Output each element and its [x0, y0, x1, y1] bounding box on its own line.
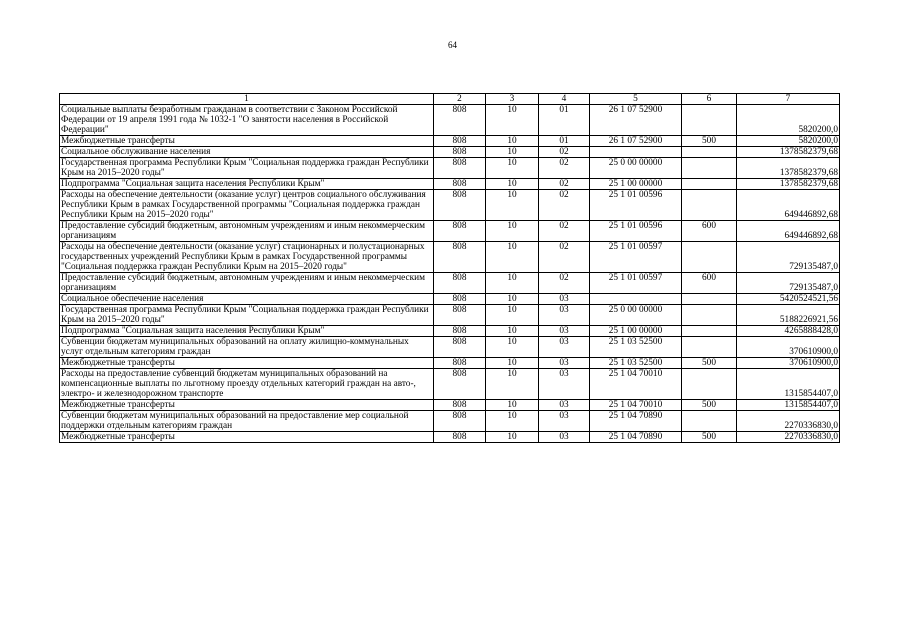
row-target-article-cell: 25 1 01 00597	[590, 273, 682, 294]
row-ministry-code-cell: 808	[434, 179, 486, 190]
row-name-cell: Межбюджетные трансферты	[60, 136, 434, 147]
row-subsection-cell: 02	[539, 242, 590, 273]
row-ministry-code-cell: 808	[434, 432, 486, 443]
row-name-cell: Государственная программа Республики Крым "Социальная поддержка граждан Республики Крым на 2015–2020 годы"	[60, 305, 434, 326]
row-target-article-cell: 25 1 03 52500	[590, 337, 682, 358]
row-section-cell: 10	[486, 158, 539, 179]
row-ministry-code-cell: 808	[434, 221, 486, 242]
table-row	[60, 337, 840, 358]
row-name-cell: Государственная программа Республики Крым "Социальная поддержка граждан Республики Крым на 2015–2020 годы"	[60, 158, 434, 179]
row-amount-cell: 649446892,68	[737, 190, 840, 221]
table-row	[60, 179, 840, 190]
row-amount-cell: 5188226921,56	[737, 305, 840, 326]
row-amount-cell: 5820200,0	[737, 105, 840, 136]
row-amount-cell: 370610900,0	[737, 358, 840, 369]
header-cell: 3	[486, 94, 539, 105]
row-target-article-cell: 25 1 04 70010	[590, 400, 682, 411]
row-ministry-code-cell: 808	[434, 190, 486, 221]
row-subsection-cell: 02	[539, 147, 590, 158]
row-amount-cell: 5820200,0	[737, 136, 840, 147]
row-name-cell: Социальное обеспечение населения	[60, 294, 434, 305]
row-amount-cell: 2270336830,0	[737, 411, 840, 432]
table-row	[60, 273, 840, 294]
row-section-cell: 10	[486, 369, 539, 400]
row-section-cell: 10	[486, 147, 539, 158]
row-expense-type-cell	[682, 190, 737, 221]
table-header-row	[60, 94, 840, 105]
page-number: 64	[448, 40, 457, 50]
header-cell: 2	[434, 94, 486, 105]
row-amount-cell: 2270336830,0	[737, 432, 840, 443]
table-row	[60, 369, 840, 400]
row-expense-type-cell: 600	[682, 273, 737, 294]
row-amount-cell: 4265888428,0	[737, 326, 840, 337]
row-section-cell: 10	[486, 337, 539, 358]
row-ministry-code-cell: 808	[434, 158, 486, 179]
row-subsection-cell: 02	[539, 190, 590, 221]
row-target-article-cell: 26 1 07 52900	[590, 136, 682, 147]
row-subsection-cell: 03	[539, 358, 590, 369]
row-ministry-code-cell: 808	[434, 273, 486, 294]
row-expense-type-cell	[682, 305, 737, 326]
row-amount-cell: 729135487,0	[737, 273, 840, 294]
table-row	[60, 158, 840, 179]
row-subsection-cell: 03	[539, 432, 590, 443]
row-section-cell: 10	[486, 190, 539, 221]
row-ministry-code-cell: 808	[434, 358, 486, 369]
row-subsection-cell: 02	[539, 158, 590, 179]
row-expense-type-cell	[682, 147, 737, 158]
row-target-article-cell: 25 1 04 70890	[590, 432, 682, 443]
row-expense-type-cell: 600	[682, 221, 737, 242]
row-name-cell: Предоставление субсидий бюджетным, автономным учреждениям и иным некоммерческим организациям	[60, 273, 434, 294]
row-target-article-cell: 25 0 00 00000	[590, 305, 682, 326]
row-ministry-code-cell: 808	[434, 294, 486, 305]
row-amount-cell: 1378582379,68	[737, 147, 840, 158]
row-subsection-cell: 02	[539, 273, 590, 294]
row-amount-cell: 1315854407,0	[737, 369, 840, 400]
row-ministry-code-cell: 808	[434, 369, 486, 400]
row-expense-type-cell	[682, 326, 737, 337]
row-amount-cell: 1315854407,0	[737, 400, 840, 411]
row-subsection-cell: 03	[539, 369, 590, 400]
table-row	[60, 400, 840, 411]
table-row	[60, 242, 840, 273]
row-target-article-cell	[590, 294, 682, 305]
header-cell: 1	[60, 94, 434, 105]
row-target-article-cell: 25 0 00 00000	[590, 158, 682, 179]
row-name-cell: Расходы на предоставление субвенций бюджетам муниципальных образований на компенсационные выплаты по льготному проезду отдельных категорий граждан на авто-, электро- и железнодорожном транспорте	[60, 369, 434, 400]
table-row	[60, 190, 840, 221]
row-name-cell: Субвенции бюджетам муниципальных образований на оплату жилищно-коммунальных услуг отдельным категориям граждан	[60, 337, 434, 358]
row-ministry-code-cell: 808	[434, 400, 486, 411]
row-target-article-cell: 25 1 00 00000	[590, 326, 682, 337]
row-subsection-cell: 02	[539, 179, 590, 190]
row-expense-type-cell: 500	[682, 432, 737, 443]
row-subsection-cell: 03	[539, 305, 590, 326]
table-row	[60, 305, 840, 326]
row-name-cell: Расходы на обеспечение деятельности (оказание услуг) центров социального обслуживания Республики Крым в рамках Государственной программы "Социальная поддержка граждан Республики Крым на 2015–2020 годы"	[60, 190, 434, 221]
header-cell: 7	[737, 94, 840, 105]
row-ministry-code-cell: 808	[434, 337, 486, 358]
row-target-article-cell: 26 1 07 52900	[590, 105, 682, 136]
row-expense-type-cell	[682, 105, 737, 136]
table-row	[60, 136, 840, 147]
row-name-cell: Подпрограмма "Социальная защита населения Республики Крым"	[60, 179, 434, 190]
row-ministry-code-cell: 808	[434, 411, 486, 432]
row-subsection-cell: 03	[539, 400, 590, 411]
row-name-cell: Расходы на обеспечение деятельности (оказание услуг) стационарных и полустационарных государственных учреждений Республики Крым в рамках Государственной программы "Социальная поддержка граждан Республики Крым на 2015–2020 годы"	[60, 242, 434, 273]
row-expense-type-cell	[682, 369, 737, 400]
row-subsection-cell: 03	[539, 411, 590, 432]
row-amount-cell: 1378582379,68	[737, 158, 840, 179]
table-row	[60, 326, 840, 337]
table-row	[60, 432, 840, 443]
row-subsection-cell: 03	[539, 337, 590, 358]
header-cell: 6	[682, 94, 737, 105]
table-row	[60, 411, 840, 432]
row-amount-cell: 5420524521,56	[737, 294, 840, 305]
row-section-cell: 10	[486, 105, 539, 136]
row-name-cell: Межбюджетные трансферты	[60, 432, 434, 443]
row-ministry-code-cell: 808	[434, 105, 486, 136]
header-cell: 5	[590, 94, 682, 105]
row-target-article-cell: 25 1 00 00000	[590, 179, 682, 190]
row-section-cell: 10	[486, 273, 539, 294]
table-row	[60, 105, 840, 136]
row-expense-type-cell	[682, 294, 737, 305]
row-section-cell: 10	[486, 400, 539, 411]
row-name-cell: Субвенции бюджетам муниципальных образований на предоставление мер социальной поддержки отдельным категориям граждан	[60, 411, 434, 432]
row-expense-type-cell: 500	[682, 358, 737, 369]
row-target-article-cell: 25 1 01 00596	[590, 221, 682, 242]
row-name-cell: Социальные выплаты безработным гражданам в соответствии с Законом Российской Федерации от 19 апреля 1991 года № 1032-1 "О занятости населения в Российской Федерации"	[60, 105, 434, 136]
table-row	[60, 147, 840, 158]
row-name-cell: Подпрограмма "Социальная защита населения Республики Крым"	[60, 326, 434, 337]
row-amount-cell: 649446892,68	[737, 221, 840, 242]
row-section-cell: 10	[486, 432, 539, 443]
row-section-cell: 10	[486, 242, 539, 273]
row-subsection-cell: 03	[539, 294, 590, 305]
row-section-cell: 10	[486, 179, 539, 190]
row-amount-cell: 1378582379,68	[737, 179, 840, 190]
row-subsection-cell: 02	[539, 221, 590, 242]
row-section-cell: 10	[486, 221, 539, 242]
row-amount-cell: 729135487,0	[737, 242, 840, 273]
row-target-article-cell: 25 1 03 52500	[590, 358, 682, 369]
row-name-cell: Межбюджетные трансферты	[60, 400, 434, 411]
row-target-article-cell: 25 1 01 00597	[590, 242, 682, 273]
table-row	[60, 221, 840, 242]
row-target-article-cell: 25 1 01 00596	[590, 190, 682, 221]
row-target-article-cell: 25 1 04 70890	[590, 411, 682, 432]
row-subsection-cell: 01	[539, 105, 590, 136]
row-name-cell: Межбюджетные трансферты	[60, 358, 434, 369]
row-ministry-code-cell: 808	[434, 305, 486, 326]
header-cell: 4	[539, 94, 590, 105]
row-subsection-cell: 01	[539, 136, 590, 147]
row-ministry-code-cell: 808	[434, 326, 486, 337]
budget-table	[59, 93, 840, 443]
row-section-cell: 10	[486, 326, 539, 337]
row-name-cell: Социальное обслуживание населения	[60, 147, 434, 158]
row-expense-type-cell	[682, 411, 737, 432]
row-ministry-code-cell: 808	[434, 136, 486, 147]
row-section-cell: 10	[486, 411, 539, 432]
row-name-cell: Предоставление субсидий бюджетным, автономным учреждениям и иным некоммерческим организациям	[60, 221, 434, 242]
row-ministry-code-cell: 808	[434, 147, 486, 158]
row-target-article-cell: 25 1 04 70010	[590, 369, 682, 400]
row-amount-cell: 370610900,0	[737, 337, 840, 358]
row-section-cell: 10	[486, 358, 539, 369]
row-expense-type-cell	[682, 337, 737, 358]
table-row	[60, 294, 840, 305]
row-expense-type-cell	[682, 179, 737, 190]
row-expense-type-cell	[682, 158, 737, 179]
row-expense-type-cell	[682, 242, 737, 273]
row-ministry-code-cell: 808	[434, 242, 486, 273]
row-section-cell: 10	[486, 294, 539, 305]
row-target-article-cell	[590, 147, 682, 158]
table-row	[60, 358, 840, 369]
row-section-cell: 10	[486, 305, 539, 326]
row-expense-type-cell: 500	[682, 400, 737, 411]
row-section-cell: 10	[486, 136, 539, 147]
row-expense-type-cell: 500	[682, 136, 737, 147]
row-subsection-cell: 03	[539, 326, 590, 337]
